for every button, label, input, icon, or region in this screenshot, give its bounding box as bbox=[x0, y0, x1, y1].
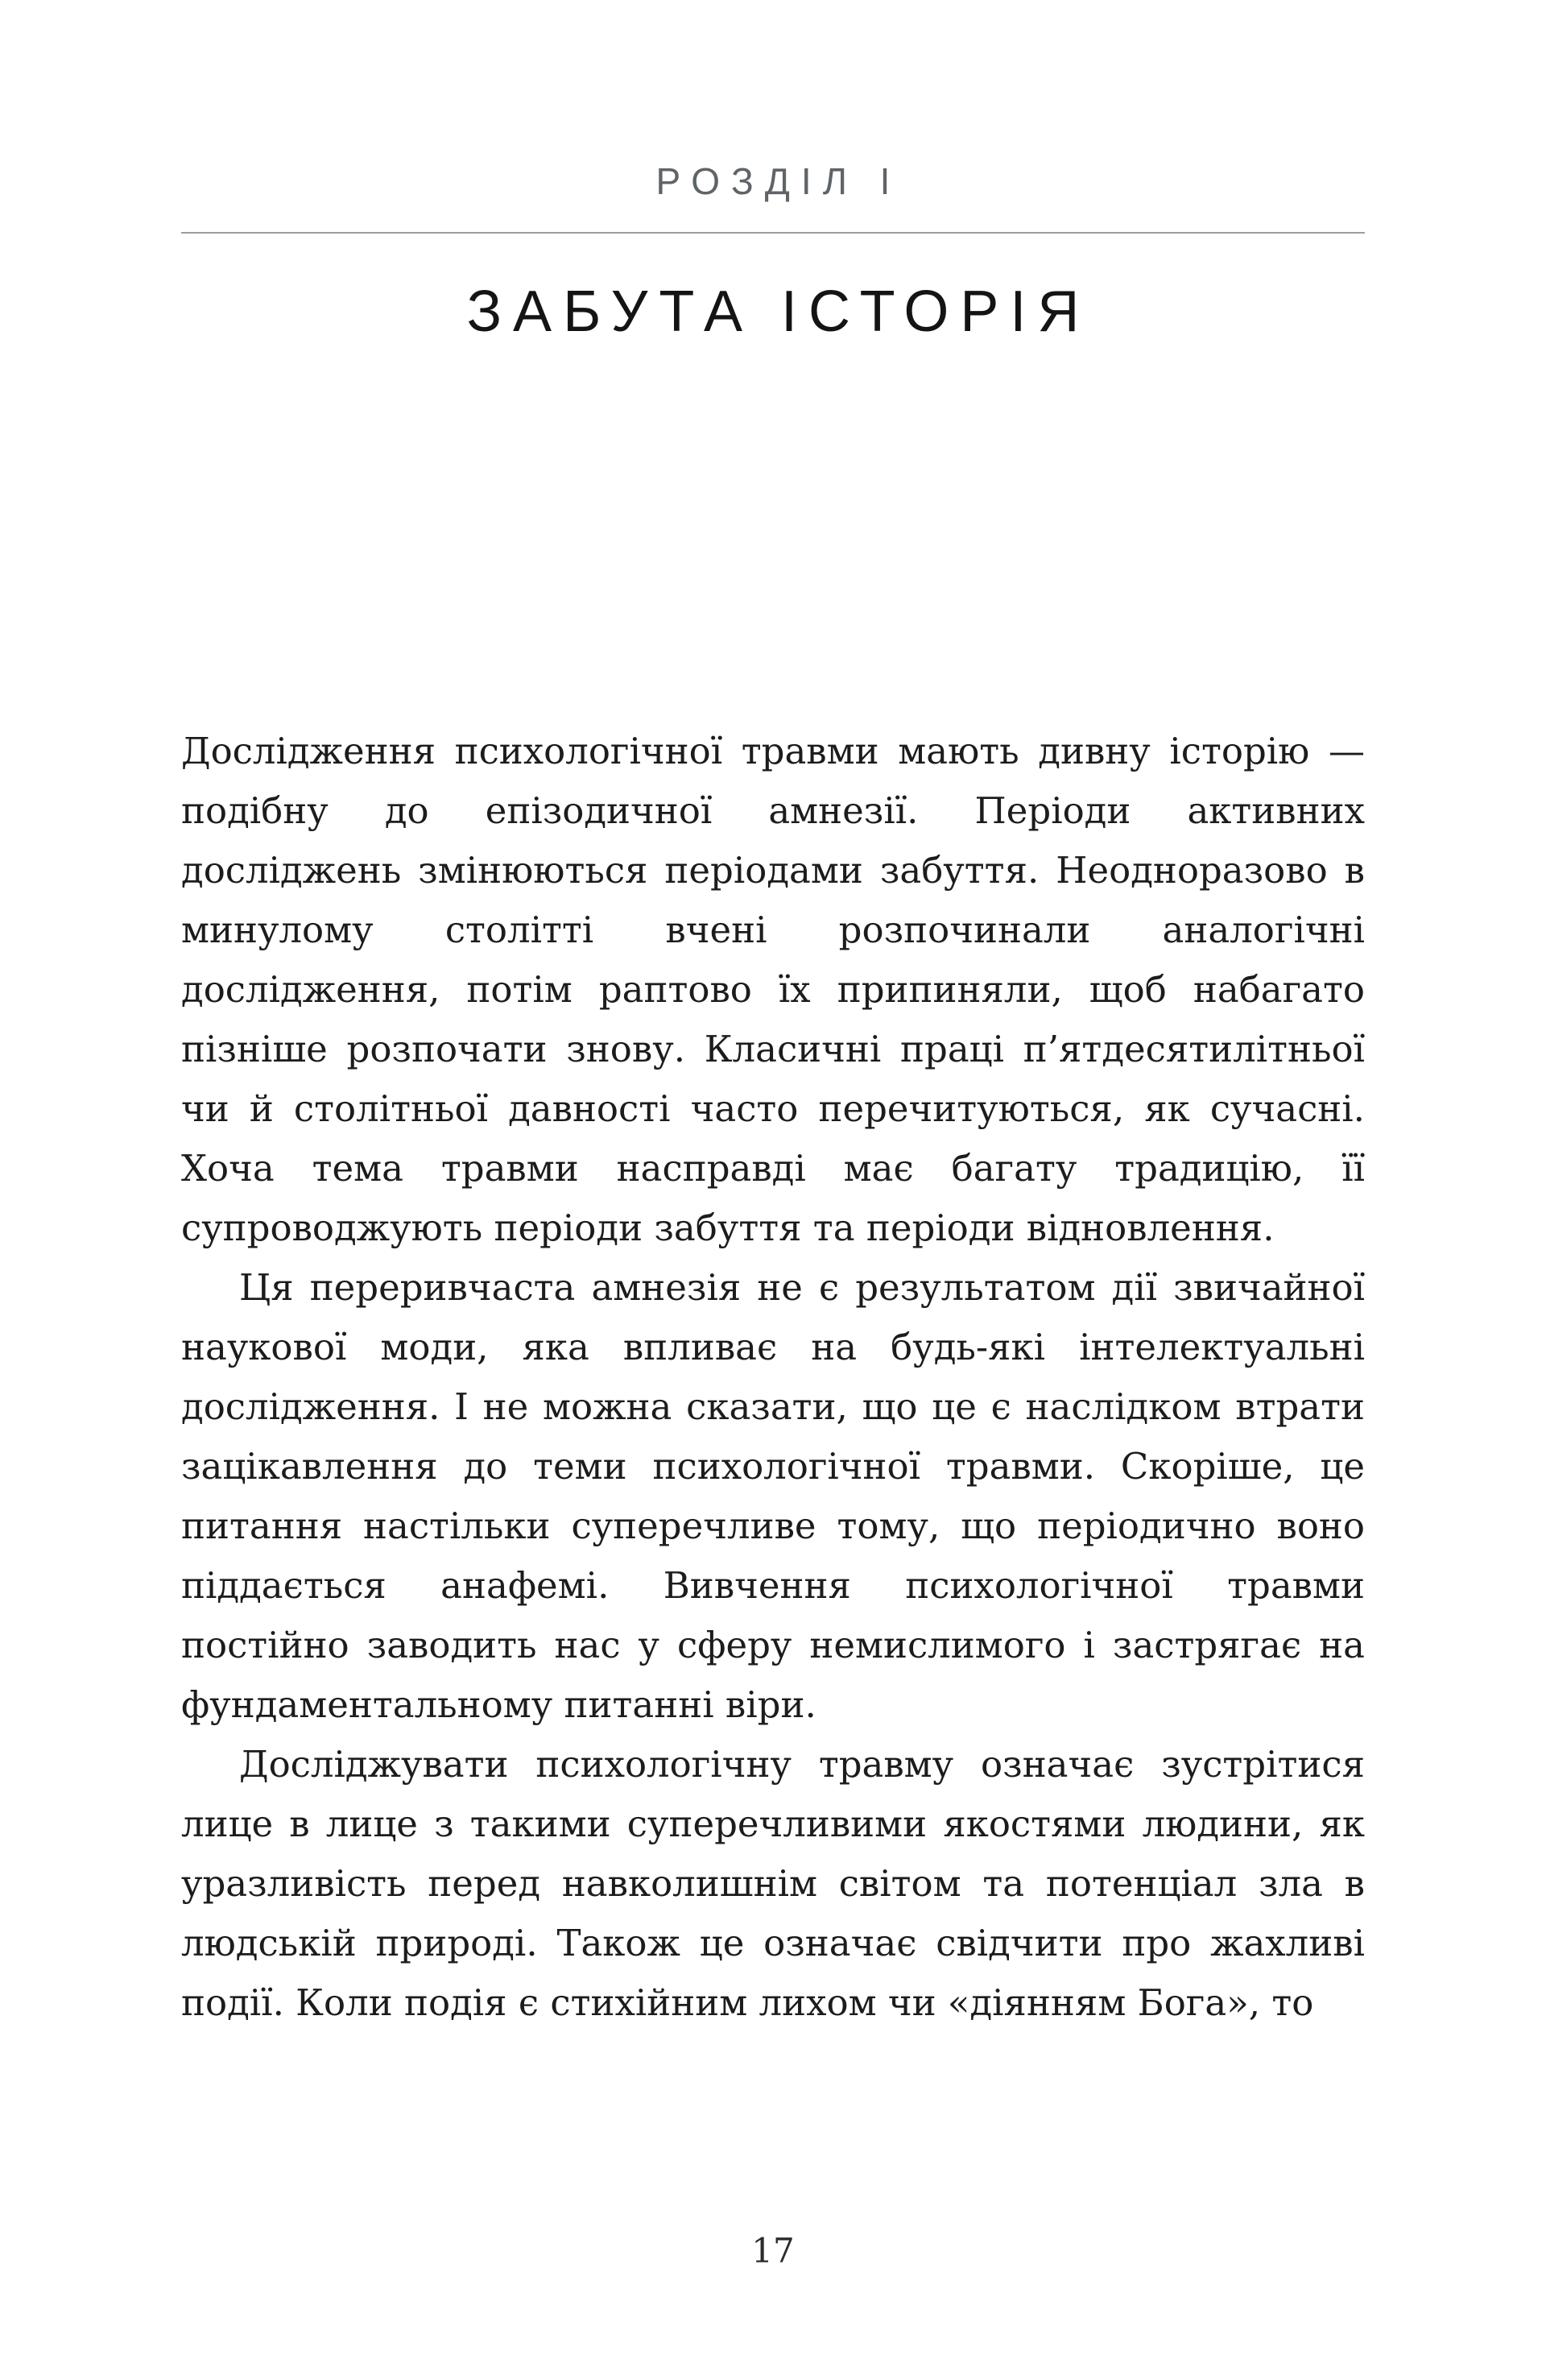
page-number: 17 bbox=[751, 2231, 795, 2270]
chapter-title: ЗАБУТА ІСТОРІЯ bbox=[466, 279, 1091, 344]
chapter-label: РОЗДІЛ І bbox=[655, 160, 902, 202]
body-text-block bbox=[181, 722, 1365, 2033]
paragraph-3: Досліджувати психологічну травму означає зустрітися лице в лице з такими суперечливими якостями людини, як уразливість перед навколишнім світом та потенціал зла в людській природі. Також це означає свідчити про жахливі події. Коли подія є стихійним лихом чи «діянням Бога», то bbox=[181, 1743, 1365, 2024]
paragraph-2: Ця переривчаста амнезія не є результатом дії звичайної наукової моди, яка впливає на будь-які інтелектуальні дослідження. І не можна сказати, що це є наслідком втрати зацікавлення до теми психологічної травми. Скоріше, це питання настільки суперечливе тому, що періодично воно піддається анафемі. Вивчення психологічної травми постійно заводить нас у сферу немислимого і застрягає на фундаментальному питанні віри. bbox=[181, 1266, 1365, 1726]
paragraph-1: Дослідження психологічної травми мають дивну історію — подібну до епізодичної амнезії. Періоди активних досліджень змінюються періодами забуття. Неодноразово в минулому столітті вчені розпочинали аналогічні дослідження, потім раптово їх припиняли, щоб набагато пізніше розпочати знову. Класичні праці п’ятдесятилітньої чи й столітньої давності часто перечитуються, як сучасні. Хоча тема травми насправді має багату традицію, її супроводжують періоди забуття та періоди відновлення. bbox=[181, 730, 1365, 1249]
chapter-divider-line bbox=[181, 232, 1365, 234]
